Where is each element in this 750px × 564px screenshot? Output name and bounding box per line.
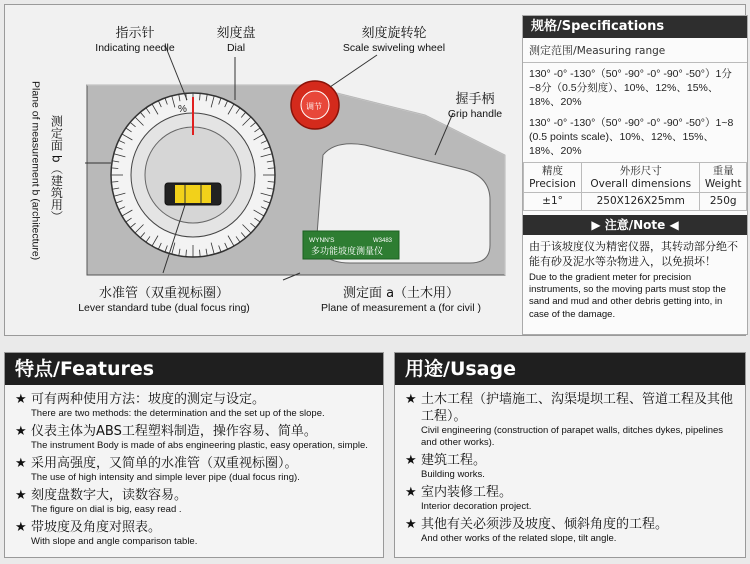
list-item	[405, 516, 737, 545]
list-item-en: Building works.	[421, 469, 485, 480]
list-item-zh: 室内装修工程。	[421, 485, 513, 500]
callout-plane-b-en: Plane of measurement b (architecture)	[29, 81, 42, 261]
instrument-diagram	[5, 5, 520, 337]
callout-zh: 握手柄	[455, 92, 495, 107]
spec-table	[523, 162, 747, 211]
callout-en: Grip handle	[447, 107, 503, 120]
list-item	[405, 452, 737, 481]
range-label-en: Measuring range	[576, 45, 666, 57]
callout-zh: 水准管（双重视标圈）	[98, 286, 229, 301]
callout-indicating-needle	[85, 27, 185, 54]
star-icon: ★	[405, 453, 417, 468]
note-en: Due to the gradient meter for precision instruments, so the moving parts must stop the sand and mud and other debris getting into, in case of the damage.	[529, 271, 726, 320]
list-item	[15, 423, 375, 452]
list-item	[15, 487, 375, 516]
weight-header-en: Weight	[704, 177, 742, 190]
list-item-zh: 其他有关必须涉及坡度、倾斜角度的工程。	[421, 517, 669, 532]
callout-en: Plane of measurement a (for civil )	[321, 301, 481, 314]
weight-value: 250g	[700, 193, 747, 211]
precision-value: ±1°	[524, 193, 582, 211]
specifications-panel	[522, 15, 748, 335]
precision-header-en: Precision	[529, 177, 576, 190]
callout-en: Lever standard tube (dual focus ring)	[78, 301, 250, 314]
wheel-label: 调节	[306, 102, 322, 111]
callout-plane-a	[301, 287, 501, 314]
list-item-en: Civil engineering (construction of parapet walls, ditches dykes, pipelines and other works).	[421, 425, 724, 448]
star-icon: ★	[15, 520, 27, 535]
callout-en: Scale swiveling wheel	[342, 41, 446, 54]
specifications-title: 规格/Specifications	[523, 16, 747, 38]
list-item-text	[31, 519, 197, 548]
product-name-text: 多功能坡度测量仪	[311, 247, 384, 257]
star-icon: ★	[15, 488, 27, 503]
list-item-en: Interior decoration project.	[421, 501, 532, 512]
callout-en: Dial	[226, 41, 246, 54]
list-item-zh: 可有两种使用方法：坡度的测定与设定。	[31, 392, 266, 407]
measuring-range-label	[523, 38, 747, 63]
list-item-text	[421, 516, 668, 545]
list-item-text	[31, 391, 325, 420]
warning-icon: ◀	[665, 217, 679, 232]
usage-list	[395, 385, 745, 545]
dimensions-header-zh: 外形尺寸	[619, 165, 662, 178]
list-item	[15, 455, 375, 484]
star-icon: ★	[405, 392, 417, 407]
note-title	[523, 215, 747, 235]
callout-en: Indicating needle	[95, 41, 175, 54]
callout-zh: 刻度盘	[216, 26, 256, 41]
callout-scale-wheel	[329, 27, 459, 54]
callout-dial	[201, 27, 271, 54]
star-icon: ★	[15, 456, 27, 471]
list-item-zh: 土木工程（护墙施工、沟渠堤坝工程、管道工程及其他工程）。	[421, 392, 734, 424]
list-item-text	[421, 484, 531, 513]
star-icon: ★	[15, 392, 27, 407]
list-item-zh: 仪表主体为ABS工程塑料制造，操作容易、简单。	[31, 424, 317, 439]
list-item-en: With slope and angle comparison table.	[31, 536, 198, 547]
list-item	[405, 391, 737, 449]
list-item-text	[31, 487, 187, 516]
list-item-zh: 刻度盘数字大，读数容易。	[31, 488, 188, 503]
range-zh: 130° -0° -130°（50° -90° -0° -90° -50°）1分~8分（0.5分刻度）、10%、12%、15%、18%、20%	[529, 68, 732, 109]
list-item	[15, 519, 375, 548]
list-item-text	[421, 452, 486, 481]
star-icon: ★	[405, 517, 417, 532]
features-list	[5, 385, 383, 548]
range-en: 130° -0° -130°（50° -90° -0° -90° -50°）1~8 (0.5 points scale)、10%、12%、15%、18%、20%	[529, 116, 734, 157]
precision-header-zh: 精度	[542, 165, 564, 178]
list-item-text	[421, 391, 737, 449]
dimensions-header-en: Overall dimensions	[590, 177, 692, 190]
list-item-text	[31, 455, 300, 484]
brand-text: WYNN'S	[309, 237, 335, 244]
list-item-en: There are two methods: the determination and the set up of the slope.	[31, 408, 325, 419]
range-label-zh: 测定范围/	[529, 44, 577, 57]
weight-header-zh: 重量	[712, 165, 734, 178]
list-item	[405, 484, 737, 513]
callout-grip	[435, 93, 515, 120]
list-item-zh: 建筑工程。	[421, 453, 487, 468]
callout-zh: 刻度旋转轮	[361, 26, 427, 41]
star-icon: ★	[405, 485, 417, 500]
warning-icon: ▶	[591, 217, 605, 232]
dimensions-value: 250X126X25mm	[582, 193, 700, 211]
callout-zh: 测定面 a（土木用）	[342, 286, 460, 301]
features-title: 特点/Features	[5, 353, 383, 385]
list-item	[15, 391, 375, 420]
model-text: W3483	[373, 238, 393, 244]
callout-zh: 指示针	[115, 26, 155, 41]
callout-plane-b-zh: 测定面 b（建筑用）	[49, 115, 64, 223]
list-item-en: The use of high intensity and simple lever pipe (dual focus ring).	[31, 472, 300, 483]
note-title-text: 注意/Note	[604, 217, 666, 232]
usage-panel	[394, 352, 746, 558]
percent-symbol: %	[178, 104, 187, 115]
list-item-en: The instrument Body is made of abs engineering plastic, easy operation, simple.	[31, 440, 368, 451]
note-zh: 由于该坡度仪为精密仪器，其转动部分绝不能有砂及泥水等杂物进入，以免损坏！	[529, 239, 738, 269]
list-item-en: And other works of the related slope, tilt angle.	[421, 533, 617, 544]
list-item-zh: 采用高强度，又简单的水准管（双重视标圈）。	[31, 456, 298, 471]
list-item-text	[31, 423, 368, 452]
list-item-zh: 带坡度及角度对照表。	[31, 520, 162, 535]
star-icon: ★	[15, 424, 27, 439]
features-panel	[4, 352, 384, 558]
list-item-en: The figure on dial is big, easy read .	[31, 504, 182, 515]
callout-lever-tube	[59, 287, 269, 314]
usage-title: 用途/Usage	[395, 353, 745, 385]
top-frame	[4, 4, 746, 336]
